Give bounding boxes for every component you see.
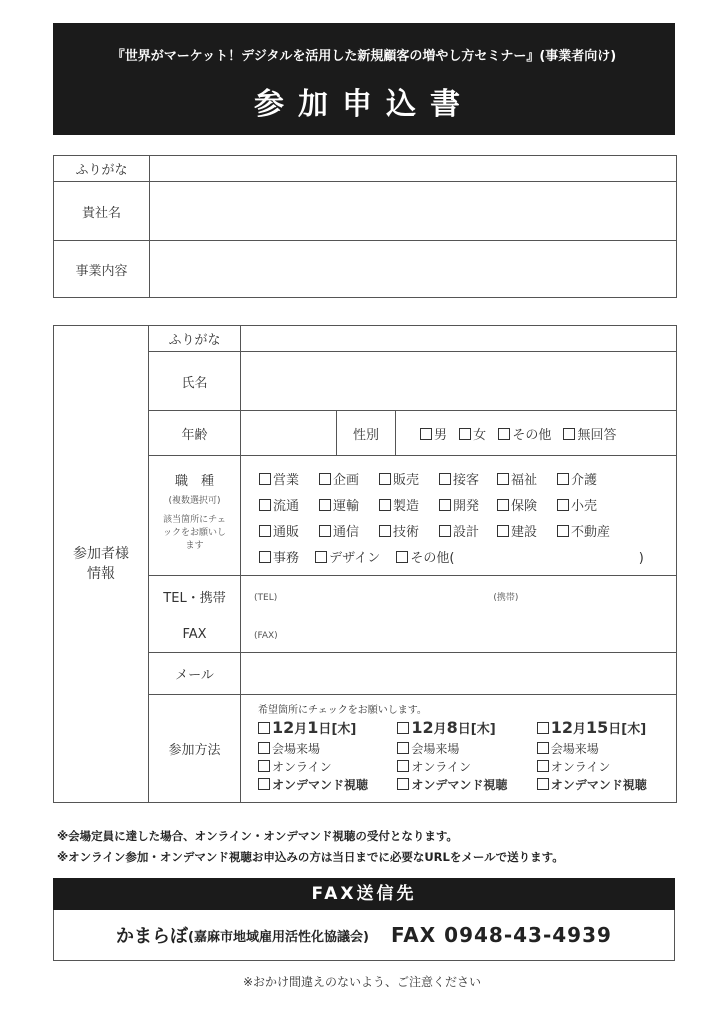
participant-table bbox=[53, 325, 677, 803]
participant-name-field[interactable] bbox=[241, 352, 677, 411]
job-label: 職 種 bbox=[174, 474, 214, 489]
company-furigana-field[interactable] bbox=[150, 156, 677, 182]
participant-furigana-field[interactable] bbox=[241, 326, 677, 352]
mail-field[interactable] bbox=[241, 653, 677, 695]
checkbox-icon bbox=[259, 499, 271, 511]
job-note: (複数選択可) bbox=[168, 496, 221, 506]
checkbox-icon bbox=[259, 525, 271, 537]
company-name-label: 貴社名 bbox=[54, 182, 150, 241]
checkbox-icon bbox=[315, 551, 327, 563]
checkbox-icon bbox=[319, 473, 331, 485]
job-options-grid bbox=[241, 465, 676, 540]
business-label: 事業内容 bbox=[54, 241, 150, 298]
job-option[interactable]: 運輸 bbox=[319, 495, 379, 514]
checkbox-icon bbox=[258, 722, 270, 734]
age-label: 年齢 bbox=[149, 411, 241, 456]
checkbox-icon bbox=[396, 551, 408, 563]
method-option-online[interactable]: オンライン bbox=[537, 758, 676, 776]
participant-name-label: 氏名 bbox=[149, 352, 241, 411]
checkbox-icon bbox=[557, 473, 569, 485]
job-option[interactable]: 小売 bbox=[557, 495, 617, 514]
header-banner bbox=[53, 23, 675, 135]
method-option-ondemand[interactable]: オンデマンド視聴 bbox=[258, 776, 397, 794]
checkbox-icon bbox=[379, 525, 391, 537]
checkbox-icon bbox=[497, 525, 509, 537]
seminar-subtitle: 『世界がマーケット！デジタルを活用した新規顧客の増やし方セミナー』(事業者向け) bbox=[111, 49, 617, 64]
fax-destination bbox=[53, 910, 675, 961]
job-option[interactable]: 販売 bbox=[379, 469, 439, 488]
checkbox-icon bbox=[397, 778, 409, 790]
company-table bbox=[53, 155, 677, 298]
checkbox-icon bbox=[439, 525, 451, 537]
business-field[interactable] bbox=[150, 241, 677, 298]
gender-label: 性別 bbox=[337, 411, 396, 456]
gender-option-female[interactable]: 女 bbox=[459, 424, 486, 443]
method-option-venue[interactable]: 会場来場 bbox=[397, 740, 536, 758]
job-option[interactable]: 介護 bbox=[557, 469, 617, 488]
job-option[interactable]: 保険 bbox=[497, 495, 557, 514]
job-option[interactable]: 企画 bbox=[319, 469, 379, 488]
job-option[interactable]: 開発 bbox=[439, 495, 497, 514]
checkbox-icon bbox=[557, 499, 569, 511]
fax-hint: (FAX) bbox=[254, 631, 278, 642]
checkbox-icon bbox=[259, 551, 271, 563]
gender-option-no-answer[interactable]: 無回答 bbox=[563, 424, 616, 443]
checkbox-icon bbox=[557, 525, 569, 537]
participant-section-label bbox=[54, 326, 149, 803]
participant-furigana-label: ふりがな bbox=[149, 326, 241, 352]
job-last-row bbox=[241, 540, 676, 566]
mobile-hint: (携帯) bbox=[493, 593, 519, 604]
job-option[interactable]: 製造 bbox=[379, 495, 439, 514]
checkbox-icon bbox=[258, 742, 270, 754]
checkbox-icon bbox=[379, 473, 391, 485]
checkbox-icon bbox=[537, 760, 549, 772]
note-line: ※オンライン参加・オンデマンド視聴お申込みの方は当日までに必要なURLをメールで送ります。 bbox=[57, 850, 564, 864]
tel-label: TEL・携帯 bbox=[149, 576, 241, 618]
checkbox-icon bbox=[497, 499, 509, 511]
fax-field[interactable] bbox=[241, 618, 677, 653]
job-options-cell bbox=[241, 456, 677, 576]
job-option-other[interactable]: その他( bbox=[396, 547, 454, 566]
job-instruction: 該当箇所にチェックをお願いします bbox=[162, 515, 226, 551]
gender-option-other[interactable]: その他 bbox=[498, 424, 551, 443]
checkbox-icon bbox=[439, 473, 451, 485]
checkbox-icon bbox=[319, 499, 331, 511]
job-option[interactable]: 設計 bbox=[439, 521, 497, 540]
checkbox-icon bbox=[379, 499, 391, 511]
checkbox-icon bbox=[397, 742, 409, 754]
checkbox-icon bbox=[497, 473, 509, 485]
job-option[interactable]: 通販 bbox=[259, 521, 319, 540]
gender-options bbox=[396, 411, 677, 456]
fax-org-sub: (嘉麻市地域雇用活性化協議会) bbox=[188, 929, 369, 945]
tel-hint: (TEL) bbox=[254, 593, 278, 604]
fax-heading: FAX送信先 bbox=[53, 878, 675, 910]
method-instruction: 希望箇所にチェックをお願いします。 bbox=[258, 705, 427, 716]
company-furigana-label: ふりがな bbox=[54, 156, 150, 182]
date-option-1[interactable]: 12月1日[木] bbox=[258, 718, 397, 737]
notes bbox=[57, 826, 564, 868]
method-option-ondemand[interactable]: オンデマンド視聴 bbox=[397, 776, 536, 794]
job-option[interactable]: 建設 bbox=[497, 521, 557, 540]
job-option[interactable]: 技術 bbox=[379, 521, 439, 540]
job-option[interactable]: 福祉 bbox=[497, 469, 557, 488]
fax-number: FAX 0948-43-4939 bbox=[390, 923, 612, 947]
fax-org: かまらぼ bbox=[116, 926, 189, 947]
method-option-venue[interactable]: 会場来場 bbox=[537, 740, 676, 758]
checkbox-icon bbox=[459, 428, 471, 440]
checkbox-icon bbox=[537, 742, 549, 754]
method-cell bbox=[241, 695, 677, 803]
age-field[interactable] bbox=[241, 411, 337, 456]
footer-note: ※おかけ間違えのないよう、ご注意ください bbox=[242, 975, 482, 989]
checkbox-icon bbox=[319, 525, 331, 537]
method-option-venue[interactable]: 会場来場 bbox=[258, 740, 397, 758]
method-option-ondemand[interactable]: オンデマンド視聴 bbox=[537, 776, 676, 794]
method-option-online[interactable]: オンライン bbox=[397, 758, 536, 776]
job-option[interactable]: 事務 bbox=[259, 547, 299, 566]
method-columns bbox=[241, 716, 676, 794]
participant-section-text: 参加者様情報 bbox=[73, 546, 129, 582]
checkbox-icon bbox=[537, 722, 549, 734]
checkbox-icon bbox=[563, 428, 575, 440]
checkbox-icon bbox=[420, 428, 432, 440]
checkbox-icon bbox=[258, 778, 270, 790]
job-option[interactable]: 営業 bbox=[259, 469, 319, 488]
job-option[interactable]: デザイン bbox=[315, 547, 380, 566]
checkbox-icon bbox=[537, 778, 549, 790]
job-option[interactable]: 通信 bbox=[319, 521, 379, 540]
page-title: 参加申込書 bbox=[254, 87, 474, 122]
method-option-online[interactable]: オンライン bbox=[258, 758, 397, 776]
method-date-column bbox=[397, 718, 536, 794]
checkbox-icon bbox=[397, 760, 409, 772]
job-option[interactable]: 流通 bbox=[259, 495, 319, 514]
job-option[interactable]: 接客 bbox=[439, 469, 497, 488]
checkbox-icon bbox=[498, 428, 510, 440]
date-option-2[interactable]: 12月8日[木] bbox=[397, 718, 536, 737]
fax-label: FAX bbox=[149, 618, 241, 653]
job-label-cell bbox=[149, 456, 241, 576]
job-other-close: ) bbox=[638, 551, 644, 566]
date-option-3[interactable]: 12月15日[木] bbox=[537, 718, 676, 737]
note-line: ※会場定員に達した場合、オンライン・オンデマンド視聴の受付となります。 bbox=[57, 829, 458, 843]
method-label: 参加方法 bbox=[149, 695, 241, 803]
method-date-column bbox=[258, 718, 397, 794]
company-name-field[interactable] bbox=[150, 182, 677, 241]
checkbox-icon bbox=[397, 722, 409, 734]
job-option[interactable]: 不動産 bbox=[557, 521, 617, 540]
checkbox-icon bbox=[258, 760, 270, 772]
checkbox-icon bbox=[259, 473, 271, 485]
mail-label: メール bbox=[149, 653, 241, 695]
checkbox-icon bbox=[439, 499, 451, 511]
gender-option-male[interactable]: 男 bbox=[420, 424, 447, 443]
tel-field[interactable] bbox=[241, 576, 677, 618]
method-date-column bbox=[537, 718, 676, 794]
